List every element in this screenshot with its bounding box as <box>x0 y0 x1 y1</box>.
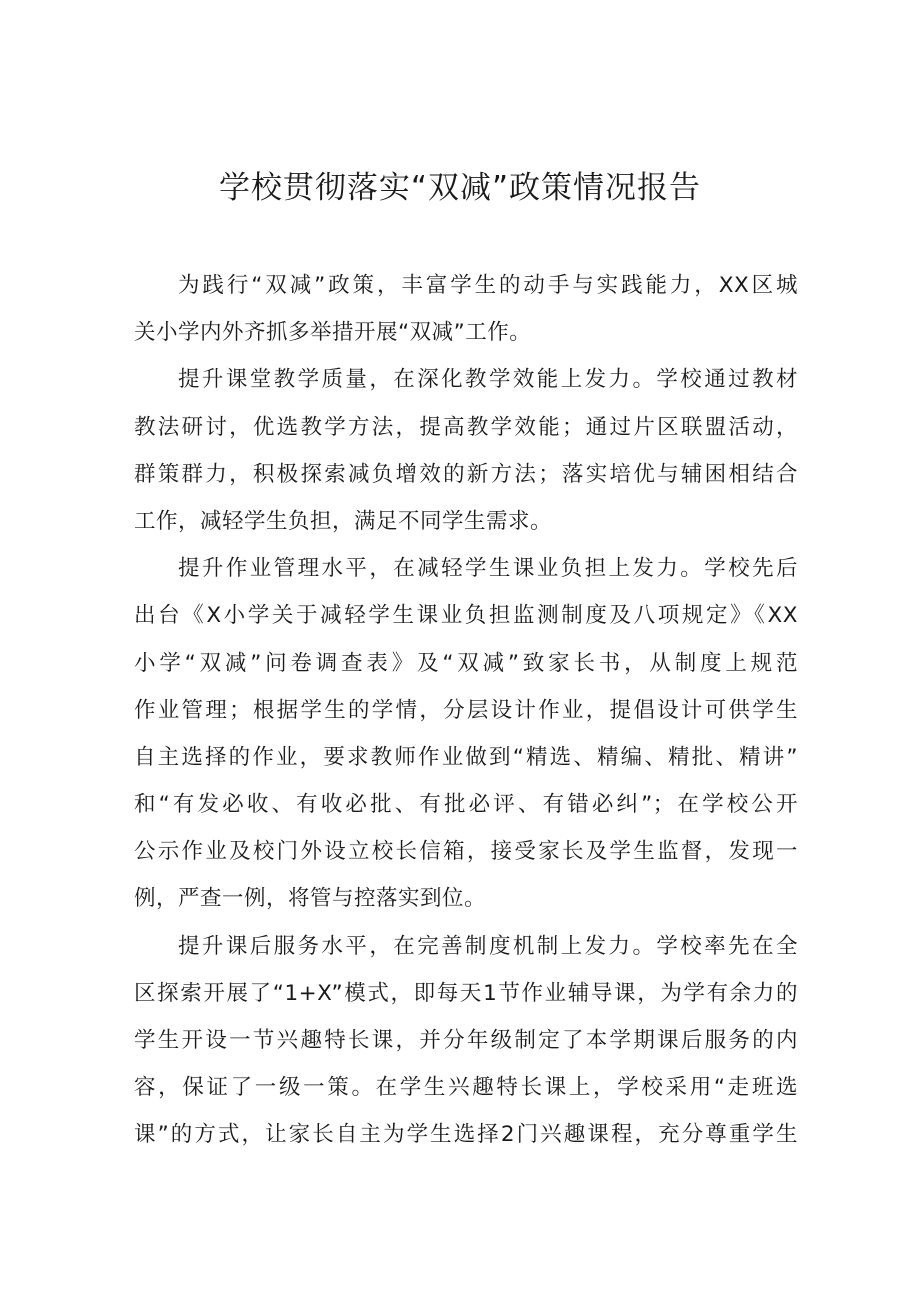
paragraph-line: 教法研讨，优选教学方法，提高教学效能；通过片区联盟活动， <box>134 414 798 440</box>
paragraph-line: 小学“双减”问卷调查表》及“双减”致家长书，从制度上规范 <box>134 650 798 676</box>
paragraph-line: 自主选择的作业，要求教师作业做到“精选、精编、精批、精讲” <box>134 744 798 770</box>
document-title: 学校贯彻落实“双减”政策情况报告 <box>218 170 702 206</box>
paragraph-line: 为践行“双减”政策，丰富学生的动手与实践能力，XX区城 <box>178 273 798 298</box>
paragraph-line: 提升课后服务水平，在完善制度机制上发力。学校率先在全 <box>178 933 798 959</box>
paragraph-line: 群策群力，积极探索减负增效的新方法；落实培优与辅困相结合 <box>134 461 798 487</box>
paragraph-line: 和“有发必收、有收必批、有批必评、有错必纠”；在学校公开 <box>134 792 798 818</box>
paragraph-line: 提升作业管理水平，在减轻学生课业负担上发力。学校先后 <box>178 556 798 582</box>
paragraph-line: 作业管理；根据学生的学情，分层设计作业，提倡设计可供学生 <box>134 697 798 723</box>
paragraph-line: 容，保证了一级一策。在学生兴趣特长课上，学校采用“走班选 <box>134 1075 798 1101</box>
paragraph-line: 区探索开展了“1+X”模式，即每天1节作业辅导课，为学有余力的 <box>134 980 798 1006</box>
paragraph-line: 课”的方式，让家长自主为学生选择2门兴趣课程，充分尊重学生 <box>134 1122 798 1148</box>
paragraph-line: 例，严查一例，将管与控落实到位。 <box>134 886 487 912</box>
paragraph-line: 工作，减轻学生负担，满足不同学生需求。 <box>134 508 553 534</box>
paragraph-line: 关小学内外齐抓多举措开展“双减”工作。 <box>134 320 532 346</box>
paragraph-line: 出台《X小学关于减轻学生课业负担监测制度及八项规定》《XX <box>134 603 798 629</box>
paragraph-line: 公示作业及校门外设立校长信箱，接受家长及学生监督，发现一 <box>134 839 798 865</box>
paragraph-line: 提升课堂教学质量，在深化教学效能上发力。学校通过教材 <box>178 367 798 393</box>
paragraph-line: 学生开设一节兴趣特长课，并分年级制定了本学期课后服务的内 <box>134 1028 798 1053</box>
document-body <box>134 262 798 1159</box>
